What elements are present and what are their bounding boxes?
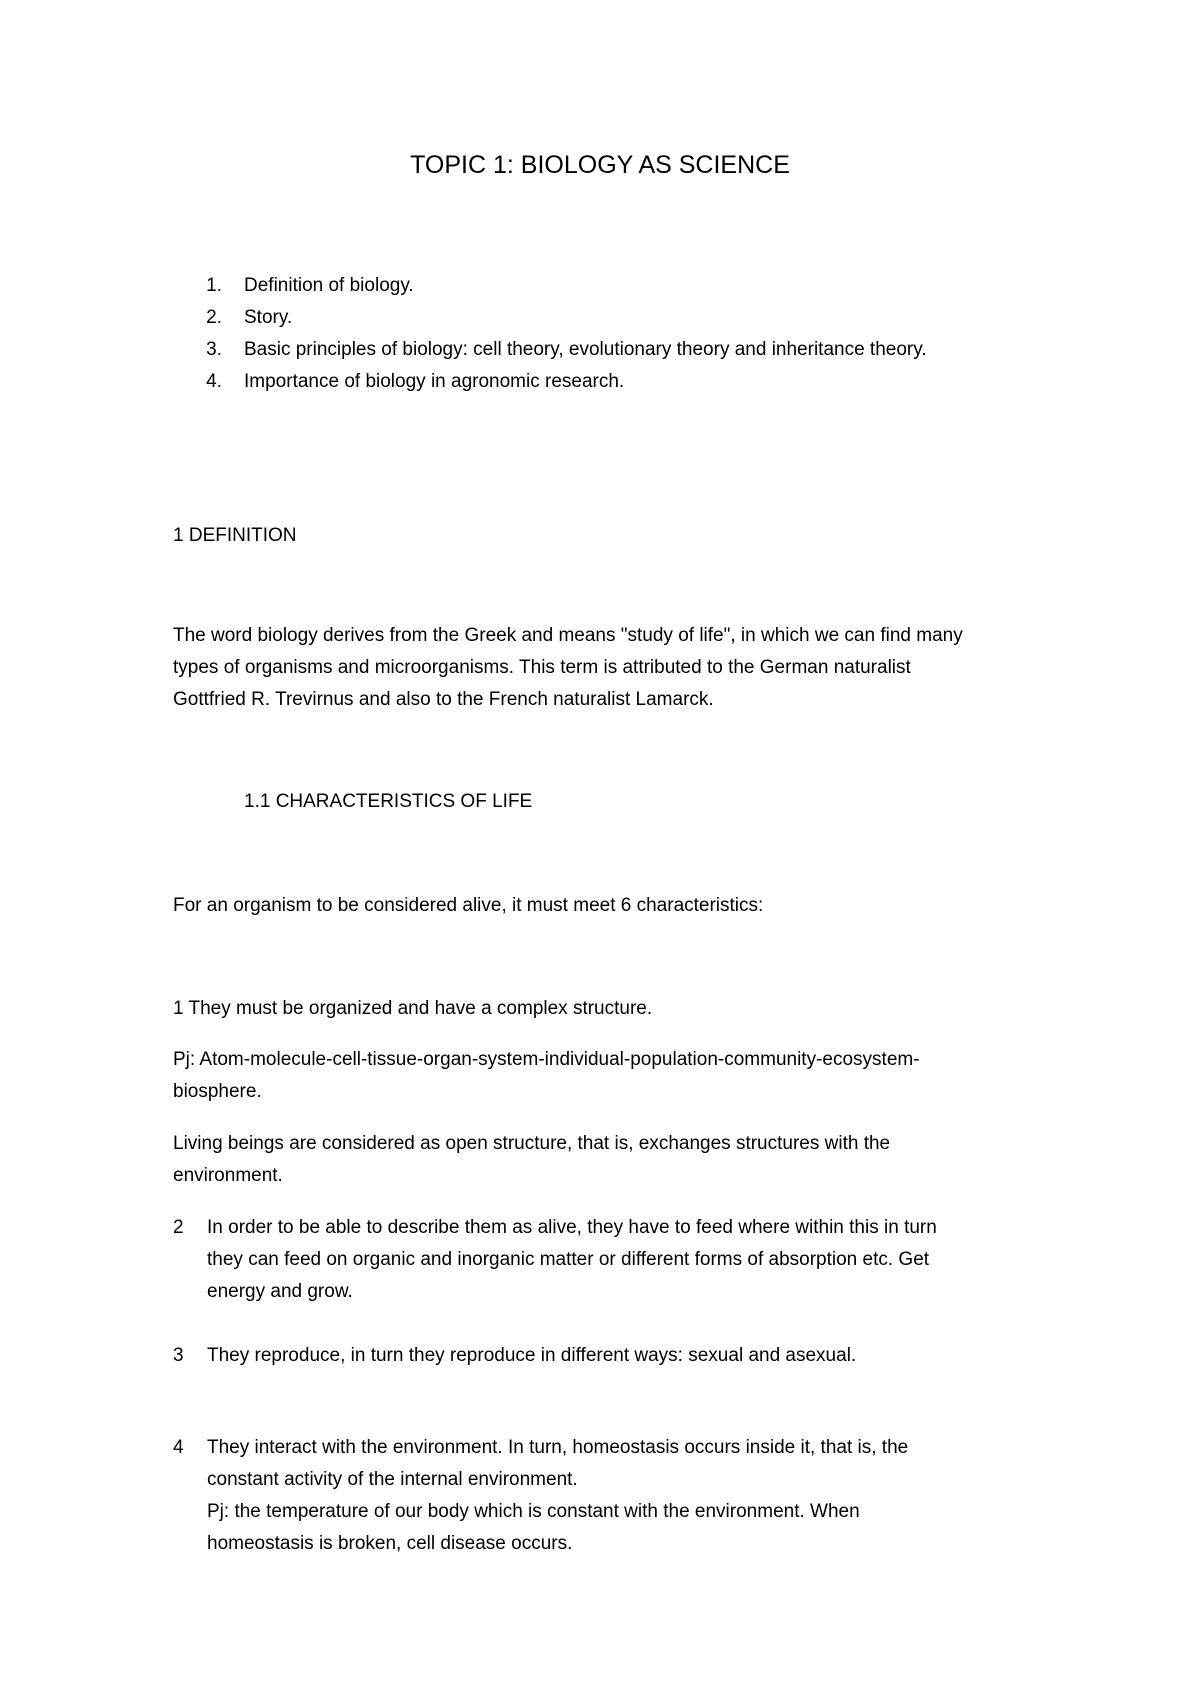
list-item-number: 1.: [206, 275, 222, 296]
list-item: [206, 302, 927, 334]
list-item-text: Definition of biology.: [244, 275, 414, 296]
section-heading-definition: 1 DEFINITION: [173, 525, 297, 546]
list-item: [206, 270, 927, 302]
characteristic-text: [207, 1212, 937, 1308]
paragraph-line: biosphere.: [173, 1081, 262, 1102]
paragraph-line: The word biology derives from the Greek and means "study of life", in which we can find many: [173, 625, 963, 646]
paragraph-line: Pj: the temperature of our body which is constant with the environment. When: [207, 1501, 860, 1522]
paragraph-line: Gottfried R. Trevirnus and also to the French naturalist Lamarck.: [173, 689, 714, 710]
paragraph-line: They reproduce, in turn they reproduce in different ways: sexual and asexual.: [207, 1345, 857, 1366]
characteristics-intro: For an organism to be considered alive, it must meet 6 characteristics:: [173, 895, 764, 916]
subsection-heading-characteristics: 1.1 CHARACTERISTICS OF LIFE: [244, 791, 533, 812]
characteristic-1-open-structure: [173, 1128, 1053, 1192]
definition-paragraph: [173, 620, 1053, 716]
list-item-number: 3.: [206, 339, 222, 360]
topic-outline-list: [198, 270, 927, 398]
paragraph-line: They interact with the environment. In turn, homeostasis occurs inside it, that is, the: [207, 1437, 909, 1458]
list-item-number: 4.: [206, 371, 222, 392]
characteristic-text: [207, 1340, 856, 1372]
characteristic-2: [173, 1212, 937, 1308]
list-item-number: 2.: [206, 307, 222, 328]
list-item: [206, 334, 927, 366]
characteristic-number: 3: [173, 1345, 184, 1366]
paragraph-line: types of organisms and microorganisms. This term is attributed to the German naturalist: [173, 657, 911, 678]
characteristic-number: 2: [173, 1217, 184, 1238]
characteristic-3: [173, 1340, 856, 1372]
paragraph-line: homeostasis is broken, cell disease occurs.: [207, 1533, 573, 1554]
paragraph-line: Pj: Atom-molecule-cell-tissue-organ-system-individual-population-community-ecosystem-: [173, 1049, 920, 1070]
characteristic-1-example: [173, 1044, 1053, 1108]
list-item-text: Story.: [244, 307, 293, 328]
characteristic-number: 4: [173, 1437, 184, 1458]
paragraph-line: constant activity of the internal environment.: [207, 1469, 578, 1490]
paragraph-line: they can feed on organic and inorganic matter or different forms of absorption etc. Get: [207, 1249, 930, 1270]
list-item: [206, 366, 927, 398]
paragraph-line: In order to be able to describe them as alive, they have to feed where within this in turn: [207, 1217, 937, 1238]
list-item-text: Importance of biology in agronomic research.: [244, 371, 625, 392]
paragraph-line: energy and grow.: [207, 1281, 353, 1302]
list-item-text: Basic principles of biology: cell theory, evolutionary theory and inheritance theory.: [244, 339, 927, 360]
characteristic-text: [207, 1432, 908, 1560]
characteristic-1: 1 They must be organized and have a complex structure.: [173, 998, 653, 1019]
page-title: TOPIC 1: BIOLOGY AS SCIENCE: [410, 151, 790, 179]
paragraph-line: Living beings are considered as open structure, that is, exchanges structures with the: [173, 1133, 891, 1154]
characteristic-4: [173, 1432, 908, 1560]
paragraph-line: environment.: [173, 1165, 283, 1186]
